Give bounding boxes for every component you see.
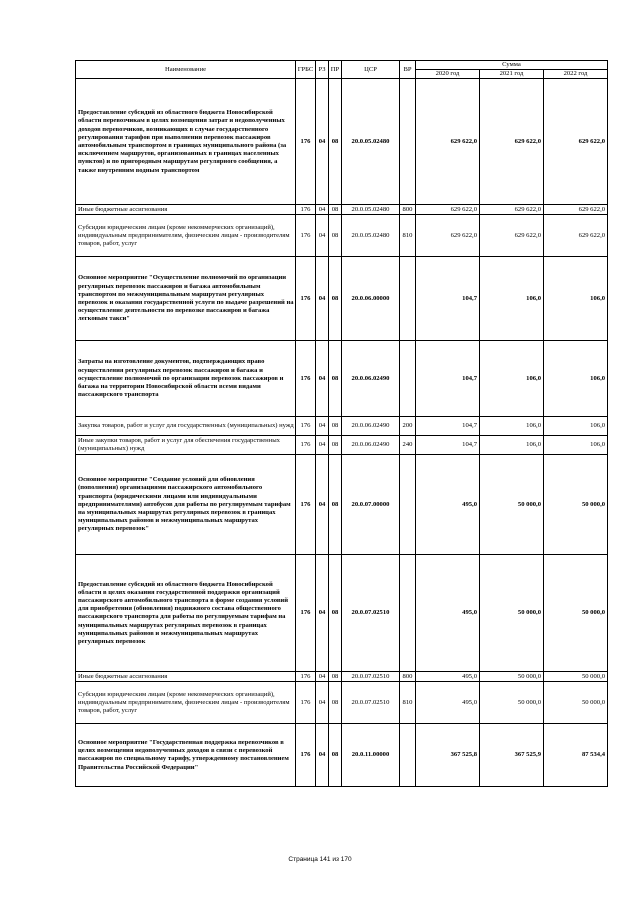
header-name: Наименование	[76, 61, 296, 79]
row-name: Субсидии юридическим лицам (кроме некоммерческих организаций), индивидуальным предпринимателям, физическим лицам - производителям товаров, работ, услуг	[76, 682, 296, 724]
row-grbs: 176	[296, 555, 316, 672]
row-csr: 20.0.06.02490	[342, 436, 400, 455]
row-rz: 04	[316, 417, 329, 436]
row-vr: 810	[400, 682, 416, 724]
row-grbs: 176	[296, 672, 316, 682]
header-2021: 2021 год	[480, 70, 544, 79]
row-name: Субсидии юридическим лицам (кроме некоммерческих организаций), индивидуальным предпринимателям, физическим лицам - производителям товаров, работ, услуг	[76, 215, 296, 257]
row-pr: 08	[329, 257, 342, 341]
row-2021: 50 000,0	[480, 682, 544, 724]
row-rz: 04	[316, 79, 329, 205]
header-pr: ПР	[329, 61, 342, 79]
row-pr: 08	[329, 682, 342, 724]
row-pr: 08	[329, 417, 342, 436]
row-name: Иные закупки товаров, работ и услуг для обеспечения государственных (муниципальных) нужд	[76, 436, 296, 455]
row-2022: 106,0	[544, 417, 608, 436]
row-2021: 50 000,0	[480, 455, 544, 555]
table-row	[76, 341, 608, 417]
row-2020: 495,0	[416, 455, 480, 555]
row-2022: 629 622,0	[544, 205, 608, 215]
row-pr: 08	[329, 341, 342, 417]
row-pr: 08	[329, 215, 342, 257]
row-csr: 20.0.07.02510	[342, 555, 400, 672]
row-name: Иные бюджетные ассигнования	[76, 672, 296, 682]
row-vr	[400, 724, 416, 787]
row-grbs: 176	[296, 724, 316, 787]
row-csr: 20.0.11.00000	[342, 724, 400, 787]
row-vr	[400, 555, 416, 672]
row-rz: 04	[316, 436, 329, 455]
header-vr: ВР	[400, 61, 416, 79]
row-2020: 104,7	[416, 341, 480, 417]
table-row	[76, 215, 608, 257]
row-rz: 04	[316, 724, 329, 787]
row-2020: 495,0	[416, 682, 480, 724]
row-2021: 50 000,0	[480, 555, 544, 672]
table-row	[76, 455, 608, 555]
row-grbs: 176	[296, 257, 316, 341]
table-row	[76, 257, 608, 341]
row-vr: 800	[400, 672, 416, 682]
row-2020: 104,7	[416, 417, 480, 436]
row-csr: 20.0.07.00000	[342, 455, 400, 555]
row-csr: 20.0.05.02480	[342, 79, 400, 205]
row-csr: 20.0.06.02490	[342, 341, 400, 417]
row-rz: 04	[316, 555, 329, 672]
table-row	[76, 672, 608, 682]
row-2021: 367 525,9	[480, 724, 544, 787]
row-2021: 50 000,0	[480, 672, 544, 682]
row-2020: 495,0	[416, 555, 480, 672]
row-pr: 08	[329, 205, 342, 215]
row-2020: 629 622,0	[416, 215, 480, 257]
row-2022: 106,0	[544, 341, 608, 417]
row-name: Предоставление субсидий из областного бюджета Новосибирской области перевозчикам в целях возмещения затрат и недополученных доходов перевозчиков, возникающих в случае государственного регулирования тарифов при выполнении перевозок пассажиров автомобильным транспортом в границах муниципального района (за исключением маршрутов, организованных в границах населенных пунктов) и по пригородным маршрутам регулярного сообщения, а также внутренним водным транспортом	[76, 79, 296, 205]
row-grbs: 176	[296, 205, 316, 215]
header-2022: 2022 год	[544, 70, 608, 79]
row-rz: 04	[316, 215, 329, 257]
row-2020: 629 622,0	[416, 79, 480, 205]
row-2020: 104,7	[416, 257, 480, 341]
row-csr: 20.0.06.00000	[342, 257, 400, 341]
budget-table	[75, 60, 608, 787]
row-2022: 106,0	[544, 436, 608, 455]
row-name: Основное мероприятие "Государственная поддержка перевозчиков в целях возмещения недополученных доходов в связи с перевозкой пассажиров по специальному тарифу, утвержденному постановлением Правительства Российской Федерации"	[76, 724, 296, 787]
header-grbs: ГРБС	[296, 61, 316, 79]
row-2021: 106,0	[480, 341, 544, 417]
page-number: Страница 141 из 170	[288, 856, 352, 863]
row-name: Затраты на изготовление документов, подтверждающих право осуществления регулярных перевозок пассажиров и багажа и осуществление полномочий по организации перевозок пассажиров и багажа на территории Новосибирской области всеми видами пассажирского транспорта	[76, 341, 296, 417]
header-sum: Сумма	[416, 61, 608, 70]
row-pr: 08	[329, 672, 342, 682]
row-rz: 04	[316, 672, 329, 682]
header-rz: РЗ	[316, 61, 329, 79]
row-rz: 04	[316, 257, 329, 341]
row-vr: 200	[400, 417, 416, 436]
row-2020: 629 622,0	[416, 205, 480, 215]
row-vr	[400, 455, 416, 555]
row-name: Закупка товаров, работ и услуг для государственных (муниципальных) нужд	[76, 417, 296, 436]
row-vr: 800	[400, 205, 416, 215]
row-rz: 04	[316, 455, 329, 555]
row-rz: 04	[316, 682, 329, 724]
table-row	[76, 79, 608, 205]
row-csr: 20.0.07.02510	[342, 682, 400, 724]
row-2020: 367 525,8	[416, 724, 480, 787]
row-vr	[400, 257, 416, 341]
row-csr: 20.0.05.02480	[342, 215, 400, 257]
row-grbs: 176	[296, 436, 316, 455]
row-2020: 104,7	[416, 436, 480, 455]
header-csr: ЦСР	[342, 61, 400, 79]
row-csr: 20.0.06.02490	[342, 417, 400, 436]
row-name: Иные бюджетные ассигнования	[76, 205, 296, 215]
row-csr: 20.0.07.02510	[342, 672, 400, 682]
row-grbs: 176	[296, 341, 316, 417]
row-vr: 810	[400, 215, 416, 257]
table-row	[76, 724, 608, 787]
row-2022: 87 534,4	[544, 724, 608, 787]
row-name: Основное мероприятие "Осуществление полномочий по организации регулярных перевозок пассажиров и багажа автомобильным транспортом по межмуниципальным маршрутам регулярных перевозок и оказания государственной услуги по выдаче разрешений на осуществление деятельности по перевозке пассажиров и багажа легковым такси"	[76, 257, 296, 341]
row-pr: 08	[329, 79, 342, 205]
row-pr: 08	[329, 455, 342, 555]
row-2021: 106,0	[480, 257, 544, 341]
row-grbs: 176	[296, 455, 316, 555]
table-row	[76, 555, 608, 672]
row-2022: 629 622,0	[544, 215, 608, 257]
row-rz: 04	[316, 205, 329, 215]
header-2020: 2020 год	[416, 70, 480, 79]
row-2022: 106,0	[544, 257, 608, 341]
row-2022: 50 000,0	[544, 455, 608, 555]
row-grbs: 176	[296, 417, 316, 436]
row-vr: 240	[400, 436, 416, 455]
row-name: Предоставление субсидий из областного бюджета Новосибирской области в целях оказания государственной поддержки организаций пассажирского автомобильного транспорта в форме создания условий для приобретения (обновления) подвижного состава общественного пассажирского транспорта для работы по регулируемым тарифам на муниципальных маршрутах регулярных перевозок в границах муниципальных районов и межмуниципальных маршрутах регулярных перевозок	[76, 555, 296, 672]
row-pr: 08	[329, 724, 342, 787]
row-csr: 20.0.05.02480	[342, 205, 400, 215]
row-2022: 50 000,0	[544, 672, 608, 682]
table-row	[76, 417, 608, 436]
row-vr	[400, 79, 416, 205]
row-pr: 08	[329, 436, 342, 455]
row-2021: 629 622,0	[480, 215, 544, 257]
row-2021: 106,0	[480, 436, 544, 455]
row-2021: 629 622,0	[480, 205, 544, 215]
table-row	[76, 205, 608, 215]
table-row	[76, 682, 608, 724]
row-2021: 106,0	[480, 417, 544, 436]
row-vr	[400, 341, 416, 417]
row-pr: 08	[329, 555, 342, 672]
row-grbs: 176	[296, 215, 316, 257]
row-grbs: 176	[296, 682, 316, 724]
row-name: Основное мероприятие "Создание условий для обновления (пополнения) организациями пассажирского автомобильного транспорта (юридическими лицами или индивидуальными предпринимателями) автобусов для работы по регулируемым тарифам на муниципальных маршрутах регулярных перевозок в границах муниципальных районов и межмуниципальных маршрутах регулярных перевозок"	[76, 455, 296, 555]
row-2020: 495,0	[416, 672, 480, 682]
row-2022: 50 000,0	[544, 682, 608, 724]
row-rz: 04	[316, 341, 329, 417]
table-row	[76, 436, 608, 455]
row-2021: 629 622,0	[480, 79, 544, 205]
row-grbs: 176	[296, 79, 316, 205]
row-2022: 629 622,0	[544, 79, 608, 205]
row-2022: 50 000,0	[544, 555, 608, 672]
